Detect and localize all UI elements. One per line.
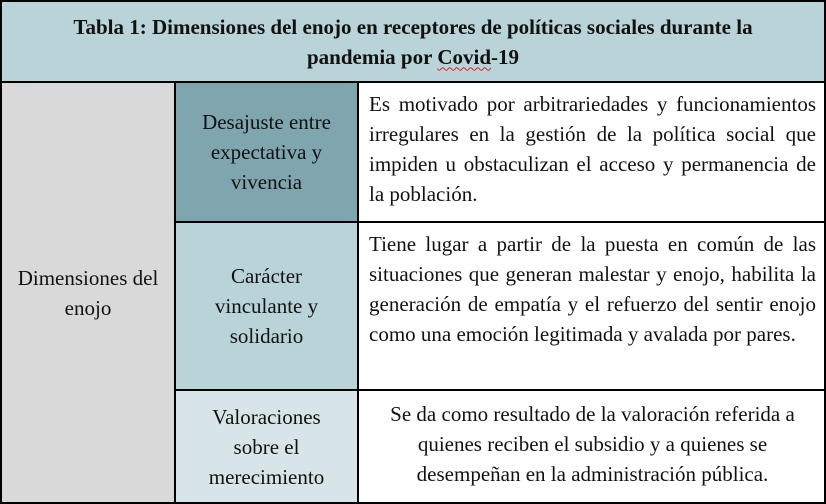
category-label: Desajuste entre expectativa y vivencia bbox=[202, 110, 331, 194]
table-title-line1: Tabla 1: Dimensiones del enojo en receptores de políticas sociales durante la bbox=[73, 14, 753, 39]
category-cell-expectativa bbox=[176, 83, 359, 223]
table-title bbox=[0, 0, 826, 83]
category-cell-merecimiento bbox=[176, 391, 359, 504]
description-text: Se da como resultado de la valoración referida a quienes reciben el subsidio y a quienes se desempeñan en la administración pública. bbox=[390, 402, 795, 486]
description-text: Tiene lugar a partir de la puesta en común de las situaciones que generan malestar y enojo, habilita la generación de empatía y el refuerzo del sentir enojo como una emoción legitimada y avalada por pares. bbox=[369, 232, 816, 346]
dimension-label: Dimensiones del enojo bbox=[17, 265, 159, 320]
description-text: Es motivado por arbitrariedades y funcionamientos irregulares en la gestión de la política social que impiden u obstaculizan el acceso y permanencia de la población. bbox=[369, 92, 816, 206]
category-label: Carácter vinculante y solidario bbox=[214, 264, 319, 348]
table-title-covid: Covid bbox=[437, 44, 491, 69]
table-title-prefix: pandemia por bbox=[307, 44, 438, 69]
description-cell-expectativa bbox=[359, 83, 826, 223]
description-cell-merecimiento bbox=[359, 391, 826, 504]
table-title-line2 bbox=[307, 42, 519, 72]
category-cell-vinculante bbox=[176, 223, 359, 391]
dimension-label-cell bbox=[0, 83, 176, 504]
description-cell-vinculante bbox=[359, 223, 826, 391]
table-title-suffix: -19 bbox=[491, 44, 519, 69]
category-label: Valoraciones sobre el merecimiento bbox=[208, 404, 325, 489]
